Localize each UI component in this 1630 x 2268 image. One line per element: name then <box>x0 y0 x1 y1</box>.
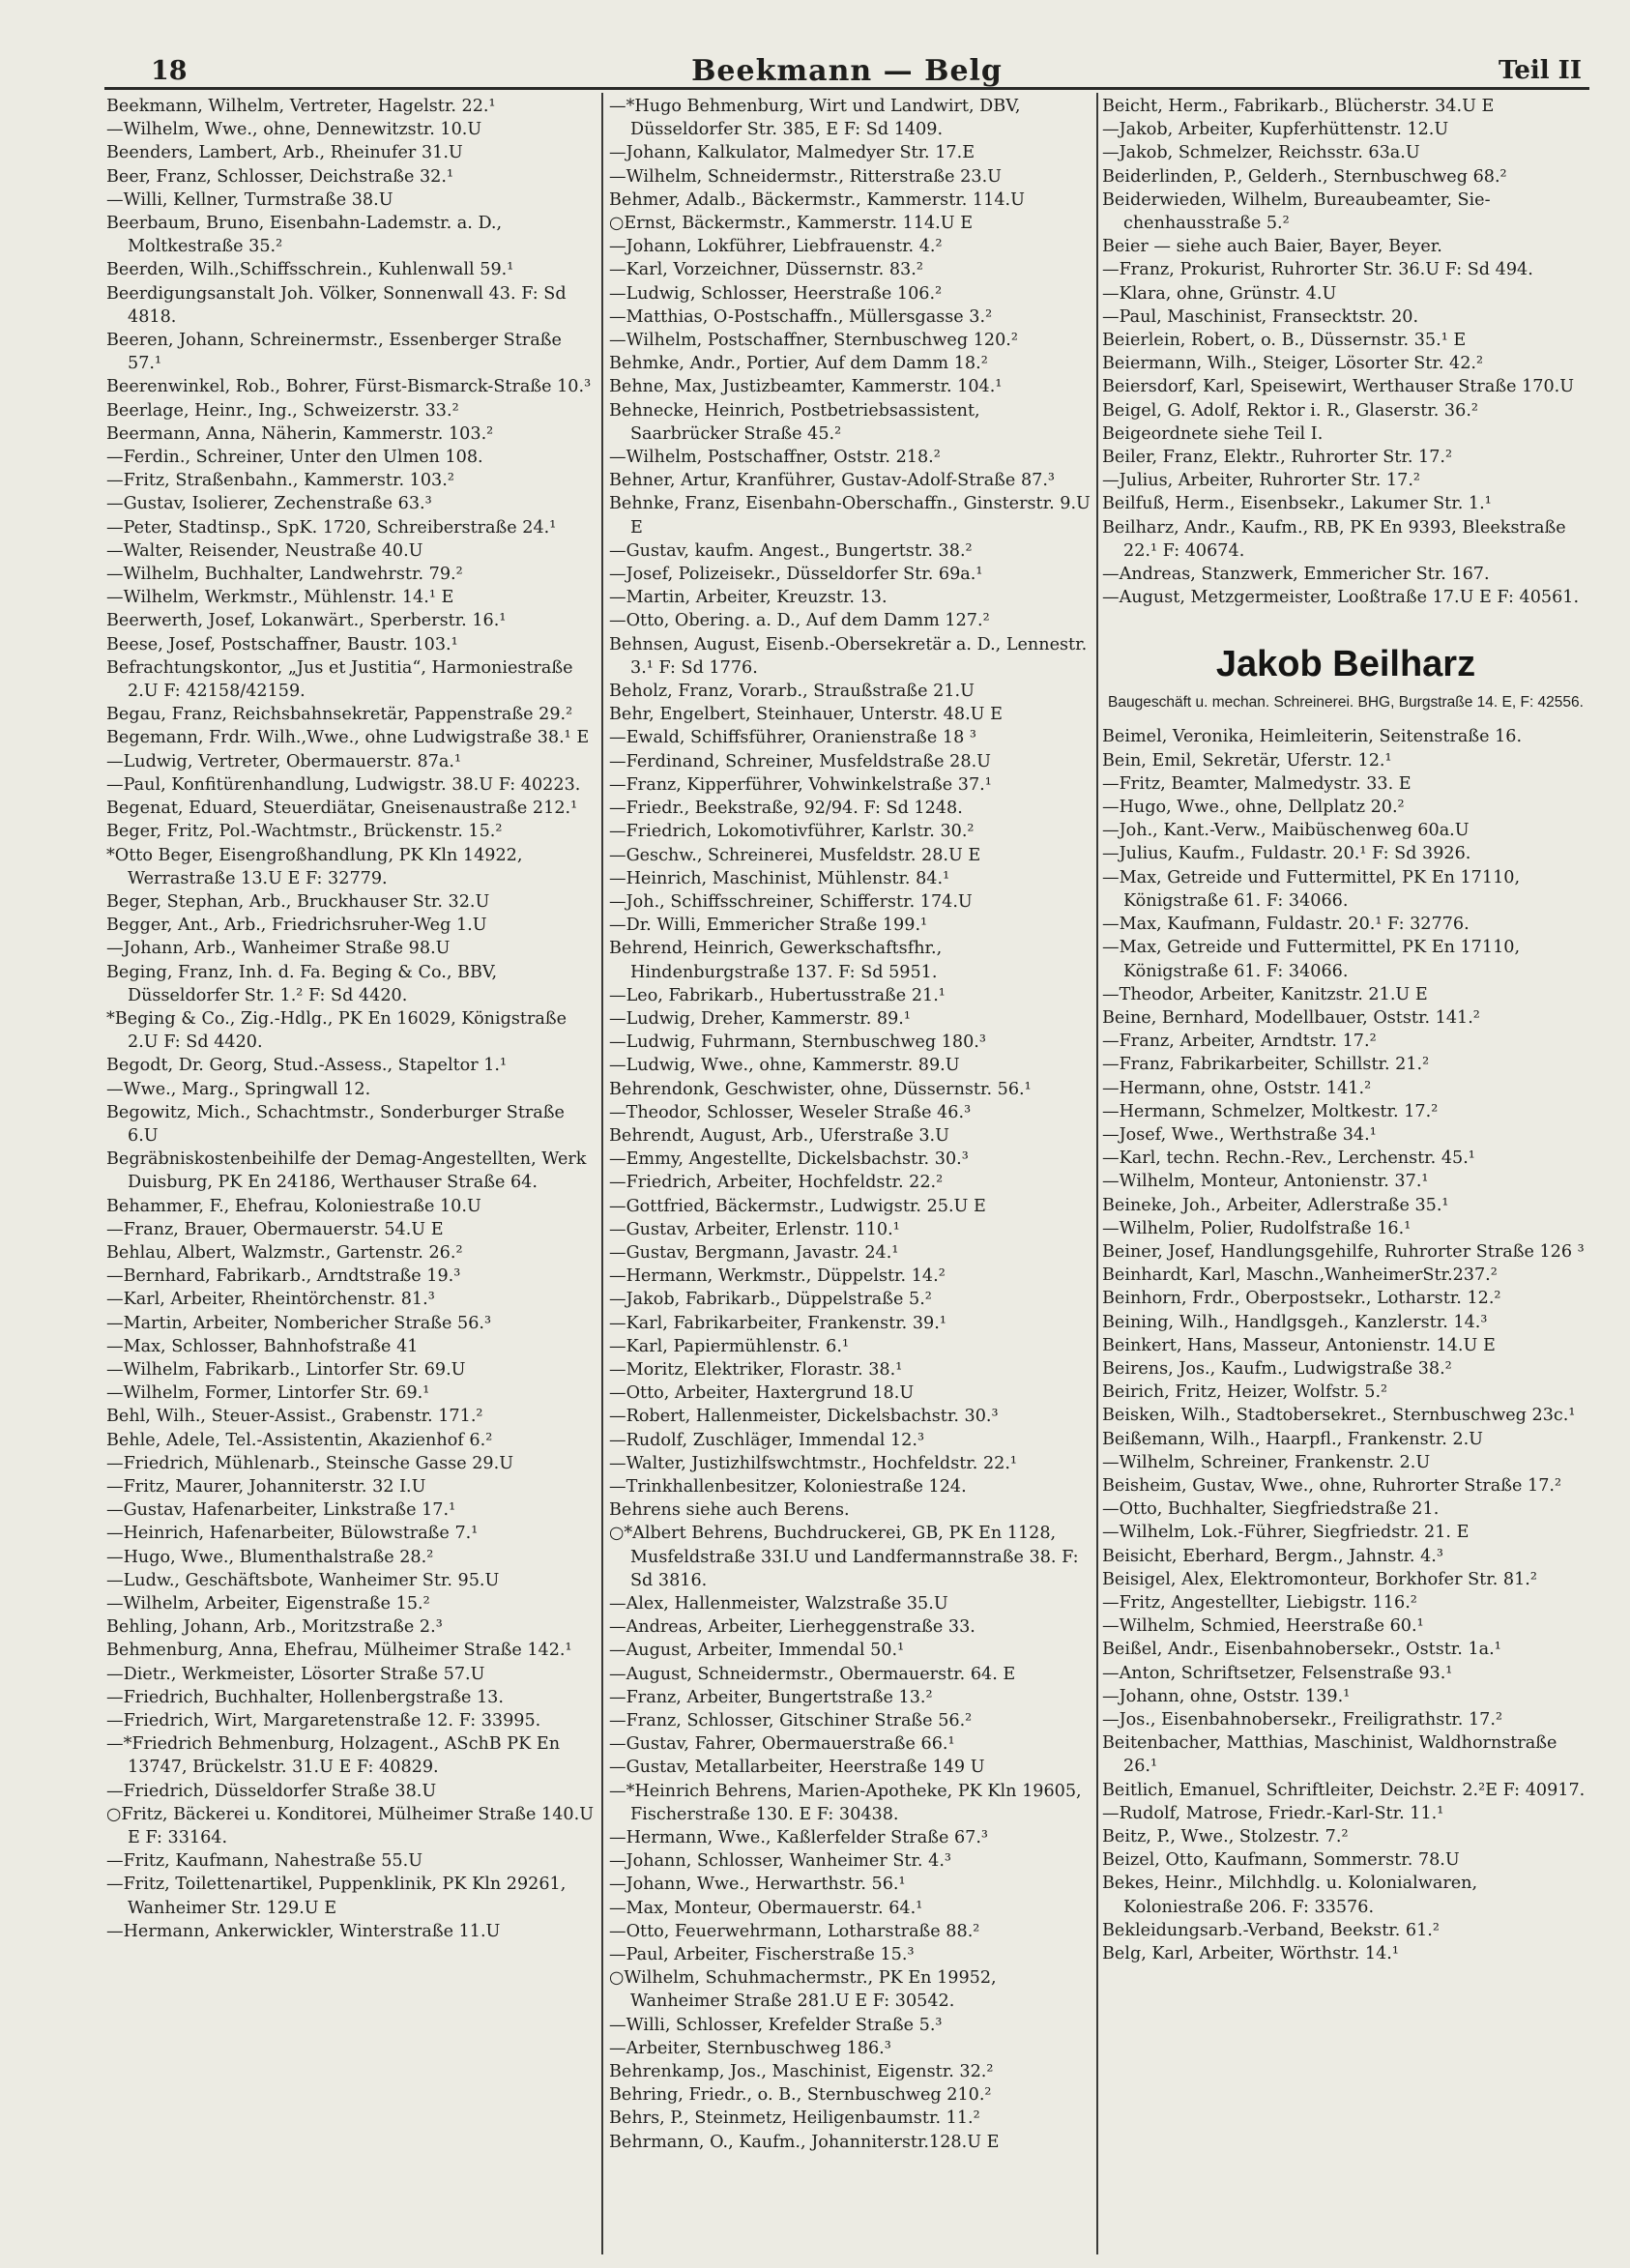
directory-entry: —Andreas, Arbeiter, Lierheggenstraße 33. <box>609 1617 975 1638</box>
directory-entry: —Matthias, O-Postschaffn., Müllersgasse 3.² <box>609 306 993 327</box>
directory-entry: —Karl, Fabrikarbeiter, Frankenstr. 39.¹ <box>609 1313 946 1333</box>
directory-entry: Beilharz, Andr., Kaufm., RB, PK En 9393, Bleekstraße 22.¹ F: 40674. <box>1102 517 1566 561</box>
directory-entry: —Karl, Vorzeichner, Düssernstr. 83.² <box>609 260 923 280</box>
directory-entry: —Martin, Arbeiter, Kreuzstr. 13. <box>609 588 888 608</box>
directory-entry: Beinkert, Hans, Masseur, Antonienstr. 14.U E <box>1102 1335 1496 1355</box>
directory-entry: —Fritz, Straßenbahn., Kammerstr. 103.² <box>106 471 454 491</box>
directory-entry: Beiler, Franz, Elektr., Ruhrorter Str. 17.² <box>1102 448 1453 468</box>
directory-entry: —Johann, Wwe., Herwarthstr. 56.¹ <box>609 1875 906 1895</box>
directory-entry: Beier — siehe auch Baier, Bayer, Beyer. <box>1102 237 1442 257</box>
directory-entry: —Johann, ohne, Oststr. 139.¹ <box>1102 1686 1351 1706</box>
directory-entry: —Bernhard, Fabrikarb., Arndtstraße 19.³ <box>106 1266 461 1287</box>
directory-entry: *Otto Beger, Eisengroßhandlung, PK Kln 14922, Werrastraße 13.U E F: 32779. <box>106 845 523 888</box>
directory-entry: —Gustav, Metallarbeiter, Heerstraße 149 U <box>609 1758 985 1778</box>
directory-entry: Beiderlinden, P., Gelderh., Sternbuschweg 68.² <box>1102 166 1507 187</box>
directory-entry: Beißel, Andr., Eisenbahnobersekr., Oststr. 1a.¹ <box>1102 1640 1501 1660</box>
directory-entry: —Otto, Buchhalter, Siegfriedstraße 21. <box>1102 1499 1440 1520</box>
directory-entry: Beining, Wilh., Handlgsgeh., Kanzlerstr. 14.³ <box>1102 1312 1488 1332</box>
directory-entry: Begräbniskostenbeihilfe der Demag-Angestellten, Werk Duisburg, PK En 24186, Werthauser Straße 64. <box>106 1149 587 1193</box>
directory-entry: Beirich, Fritz, Heizer, Wolfstr. 5.² <box>1102 1382 1388 1403</box>
directory-entry: —Heinrich, Maschinist, Mühlenstr. 84.¹ <box>609 868 950 888</box>
directory-entry: —Paul, Maschinist, Fransecktstr. 20. <box>1102 306 1419 327</box>
directory-entry: —Friedrich, Lokomotivführer, Karlstr. 30.² <box>609 822 975 842</box>
directory-column-2 <box>609 95 1091 2241</box>
directory-entry: —Wilhelm, Wwe., ohne, Dennewitzstr. 10.U <box>106 120 482 140</box>
directory-entry: Behnke, Franz, Eisenbahn-Oberschaffn., Ginsterstr. 9.U E <box>609 494 1091 538</box>
directory-entry: —Andreas, Stanzwerk, Emmericher Str. 167. <box>1102 565 1490 585</box>
directory-entry: Bein, Emil, Sekretär, Uferstr. 12.¹ <box>1102 750 1392 771</box>
directory-entry: —Karl, techn. Rechn.-Rev., Lerchenstr. 45.¹ <box>1102 1149 1475 1169</box>
directory-entry: —Willi, Kellner, Turmstraße 38.U <box>106 189 393 210</box>
directory-entry: —Heinrich, Hafenarbeiter, Bülowstraße 7.¹ <box>106 1524 479 1544</box>
directory-entry: —Hermann, ohne, Oststr. 141.² <box>1102 1078 1372 1098</box>
directory-entry: —Otto, Obering. a. D., Auf dem Damm 127.² <box>609 611 990 631</box>
directory-entry: —Franz, Kipperführer, Vohwinkelstraße 37.¹ <box>609 774 992 795</box>
directory-entry: Beerwerth, Josef, Lokanwärt., Sperberstr. 16.¹ <box>106 611 507 631</box>
directory-entry: —Fritz, Toilettenartikel, Puppenklinik, PK Kln 29261, Wanheimer Str. 129.U E <box>106 1875 567 1918</box>
directory-entry: Beitlich, Emanuel, Schriftleiter, Deichstr. 2.²E F: 40917. <box>1102 1780 1586 1800</box>
directory-entry: —Wilhelm, Schreiner, Frankenstr. 2.U <box>1102 1452 1431 1472</box>
directory-entry: —Fritz, Angestellter, Liebigstr. 116.² <box>1102 1592 1417 1613</box>
directory-entry: —Arbeiter, Sternbuschweg 186.³ <box>609 2038 891 2058</box>
directory-entry: Beigel, G. Adolf, Rektor i. R., Glaserstr. 36.² <box>1102 400 1478 421</box>
directory-entry: Beicht, Herm., Fabrikarb., Blücherstr. 34.U E <box>1102 97 1495 116</box>
directory-entry: —Franz, Schlosser, Gitschiner Straße 56.² <box>609 1711 973 1731</box>
directory-entry: —Wilhelm, Postschaffner, Sternbuschweg 120.² <box>609 331 1018 351</box>
directory-entry: Beierlein, Robert, o. B., Düssernstr. 35.¹ E <box>1102 331 1467 351</box>
directory-entry: Begemann, Frdr. Wilh.,Wwe., ohne Ludwigstraße 38.¹ E <box>106 728 590 748</box>
directory-entry: Beger, Fritz, Pol.-Wachtmstr., Brückenstr. 15.² <box>106 822 503 842</box>
directory-entry: —Anton, Schriftsetzer, Felsenstraße 93.¹ <box>1102 1663 1453 1683</box>
directory-entry: —Wilhelm, Postschaffner, Oststr. 218.² <box>609 448 941 468</box>
directory-entry: Beizel, Otto, Kaufmann, Sommerstr. 78.U <box>1102 1850 1460 1871</box>
directory-entry: —Max, Monteur, Obermauerstr. 64.¹ <box>609 1898 923 1918</box>
directory-entry: Behling, Johann, Arb., Moritzstraße 2.³ <box>106 1617 443 1638</box>
directory-entry: —Moritz, Elektriker, Florastr. 38.¹ <box>609 1359 903 1380</box>
directory-entry: —Emmy, Angestellte, Dickelsbachstr. 30.³ <box>609 1149 969 1170</box>
directory-entry: —Willi, Schlosser, Krefelder Straße 5.³ <box>609 2015 943 2035</box>
directory-entry: Behrenkamp, Jos., Maschinist, Eigenstr. 32.² <box>609 2062 994 2082</box>
directory-entry: Beermann, Anna, Näherin, Kammerstr. 103.² <box>106 423 494 444</box>
directory-entry: —Ewald, Schiffsführer, Oranienstraße 18 ³ <box>609 728 976 748</box>
directory-entry: —Wilhelm, Werkmstr., Mühlenstr. 14.¹ E <box>106 588 454 608</box>
directory-entry: Beirens, Jos., Kaufm., Ludwigstraße 38.² <box>1102 1358 1452 1379</box>
directory-entry: —Otto, Arbeiter, Haxtergrund 18.U <box>609 1383 915 1404</box>
directory-entry: Belg, Karl, Arbeiter, Wörthstr. 14.¹ <box>1102 1944 1399 1964</box>
directory-entry: —Geschw., Schreinerei, Musfeldstr. 28.U E <box>609 845 981 865</box>
directory-entry: —Ludw., Geschäftsbote, Wanheimer Str. 95.U <box>106 1570 500 1590</box>
directory-entry: Beitz, P., Wwe., Stolzestr. 7.² <box>1102 1827 1349 1847</box>
directory-entry: Bekes, Heinr., Milchhdlg. u. Kolonialwaren, Koloniestraße 206. F: 33576. <box>1102 1874 1478 1917</box>
directory-entry: —Johann, Kalkulator, Malmedyer Str. 17.E <box>609 143 975 163</box>
column-3-top-entries <box>1102 95 1589 609</box>
directory-entry: —Fritz, Maurer, Johanniterstr. 32 I.U <box>106 1476 426 1497</box>
directory-entry: —Rudolf, Matrose, Friedr.-Karl-Str. 11.¹ <box>1102 1803 1444 1823</box>
directory-entry: Beholz, Franz, Vorarb., Straußstraße 21.U <box>609 682 975 702</box>
directory-entry: —Ludwig, Vertreter, Obermauerstr. 87a.¹ <box>106 751 462 771</box>
directory-entry: ○Ernst, Bäckermstr., Kammerstr. 114.U E <box>609 214 974 234</box>
directory-entry: —Ferdin., Schreiner, Unter den Ulmen 108. <box>106 448 483 468</box>
directory-entry: —Fritz, Beamter, Malmedystr. 33. E <box>1102 773 1412 794</box>
directory-entry: —Hermann, Schmelzer, Moltkestr. 17.² <box>1102 1101 1439 1121</box>
directory-entry: Behr, Engelbert, Steinhauer, Unterstr. 48.U E <box>609 705 1003 725</box>
directory-entry: —Wilhelm, Fabrikarb., Lintorfer Str. 69.U <box>106 1359 466 1380</box>
directory-entry: Behrens siehe auch Berens. <box>609 1500 850 1521</box>
column-divider <box>601 93 603 2254</box>
directory-entry: ○*Albert Behrens, Buchdruckerei, GB, PK En 1128, Musfeldstraße 33I.U und Landfermannstraße 38. F: Sd 3816. <box>609 1524 1079 1590</box>
advertisement-box <box>1102 642 1589 713</box>
directory-entry: —Franz, Fabrikarbeiter, Schillstr. 21.² <box>1102 1055 1430 1075</box>
directory-entry: —Ludwig, Fuhrmann, Sternbuschweg 180.³ <box>609 1032 986 1053</box>
directory-entry: —Max, Getreide und Futtermittel, PK En 17110, Königstraße 61. F: 34066. <box>1102 938 1521 981</box>
directory-entry: —Julius, Kaufm., Fuldastr. 20.¹ F: Sd 3926. <box>1102 844 1471 864</box>
directory-entry: Beerbaum, Bruno, Eisenbahn-Lademstr. a. D., Moltkestraße 35.² <box>106 214 503 257</box>
directory-entry: Behrendt, August, Arb., Uferstraße 3.U <box>609 1125 949 1146</box>
directory-entry: —Ludwig, Wwe., ohne, Kammerstr. 89.U <box>609 1056 960 1076</box>
directory-entry: —Gottfried, Bäckermstr., Ludwigstr. 25.U E <box>609 1196 986 1216</box>
directory-entry: —Wwe., Marg., Springwall 12. <box>106 1079 371 1099</box>
page-range-title: Beekmann — Belg <box>691 54 1003 88</box>
directory-entry: Behrendonk, Geschwister, ohne, Düssernstr. 56.¹ <box>609 1079 1032 1099</box>
directory-entry: Behnsen, August, Eisenb.-Obersekretär a. D., Lennestr. 3.¹ F: Sd 1776. <box>609 634 1088 678</box>
directory-entry: Beisigel, Alex, Elektromonteur, Borkhofer Str. 81.² <box>1102 1569 1537 1589</box>
directory-entry: Beerden, Wilh.,Schiffsschrein., Kuhlenwall 59.¹ <box>106 260 514 280</box>
directory-entry: Beger, Stephan, Arb., Bruckhauser Str. 32.U <box>106 891 490 912</box>
directory-entry: —Jakob, Schmelzer, Reichsstr. 63a.U <box>1102 143 1420 163</box>
directory-entry: —Hugo, Wwe., ohne, Dellplatz 20.² <box>1102 798 1405 818</box>
directory-entry: —Ferdinand, Schreiner, Musfeldstraße 28.U <box>609 751 991 771</box>
directory-entry: —Johann, Schlosser, Wanheimer Str. 4.³ <box>609 1851 951 1872</box>
directory-entry: —Otto, Feuerwehrmann, Lotharstraße 88.² <box>609 1921 980 1941</box>
directory-entry: —Jakob, Arbeiter, Kupferhüttenstr. 12.U <box>1102 120 1449 140</box>
directory-entry: Beine, Bernhard, Modellbauer, Oststr. 141.² <box>1102 1007 1480 1028</box>
directory-entry: —Wilhelm, Schneidermstr., Ritterstraße 23.U <box>609 166 1002 187</box>
directory-entry: —Karl, Arbeiter, Rheintörchenstr. 81.³ <box>106 1290 435 1310</box>
directory-entry: —Peter, Stadtinsp., SpK. 1720, Schreiberstraße 24.¹ <box>106 517 557 538</box>
directory-entry: Beenders, Lambert, Arb., Rheinufer 31.U <box>106 143 463 163</box>
directory-entry: Behrmann, O., Kaufm., Johanniterstr.128.U E <box>609 2132 1000 2152</box>
directory-entry: —Hermann, Werkmstr., Düppelstr. 14.² <box>609 1266 946 1287</box>
directory-entry: Beisken, Wilh., Stadtobersekret., Sternbuschweg 23c.¹ <box>1102 1406 1576 1426</box>
directory-entry: Begau, Franz, Reichsbahnsekretär, Pappenstraße 29.² <box>106 705 573 725</box>
directory-entry: —Julius, Arbeiter, Ruhrorter Str. 17.² <box>1102 471 1420 491</box>
directory-entry: Begodt, Dr. Georg, Stud.-Assess., Stapeltor 1.¹ <box>106 1056 508 1076</box>
directory-entry: Behle, Adele, Tel.-Assistentin, Akazienhof 6.² <box>106 1430 493 1450</box>
directory-entry: ○Wilhelm, Schuhmachermstr., PK En 19952, Wanheimer Straße 281.U E F: 30542. <box>609 1968 997 2012</box>
directory-entry: —Franz, Brauer, Obermauerstr. 54.U E <box>106 1219 444 1239</box>
directory-entry: —Johann, Arb., Wanheimer Straße 98.U <box>106 939 451 959</box>
directory-entry: —Hermann, Wwe., Kaßlerfelder Straße 67.³ <box>609 1828 988 1848</box>
directory-entry: Behrs, P., Steinmetz, Heiligenbaumstr. 11.² <box>609 2108 980 2129</box>
advertisement-text: Baugeschäft u. mechan. Schreinerei. BHG, Burgstraße 14. E, F: 42556. <box>1108 694 1584 712</box>
directory-entry: —Martin, Arbeiter, Nombericher Straße 56.³ <box>106 1313 492 1333</box>
advertisement-title: Jakob Beilharz <box>1215 644 1476 685</box>
directory-entry: Behmke, Andr., Portier, Auf dem Damm 18.² <box>609 354 988 374</box>
directory-entry: Beigeordnete siehe Teil I. <box>1102 423 1324 444</box>
directory-entry: —Friedrich, Arbeiter, Hochfeldstr. 22.² <box>609 1173 944 1193</box>
directory-entry: —Alex, Hallenmeister, Walzstraße 35.U <box>609 1594 948 1614</box>
directory-column-1 <box>106 95 595 2241</box>
directory-entry: —Gustav, Hafenarbeiter, Linkstraße 17.¹ <box>106 1500 456 1521</box>
directory-entry: —*Heinrich Behrens, Marien-Apotheke, PK Kln 19605, Fischerstraße 130. E F: 30438. <box>609 1781 1082 1824</box>
directory-entry: Behne, Max, Justizbeamter, Kammerstr. 104.¹ <box>609 377 1003 397</box>
directory-entry: —August, Metzgermeister, Looßtraße 17.U E F: 40561. <box>1102 588 1580 608</box>
directory-entry: Beisheim, Gustav, Wwe., ohne, Ruhrorter Straße 17.² <box>1102 1475 1562 1496</box>
directory-entry: —Walter, Reisender, Neustraße 40.U <box>106 540 423 561</box>
directory-entry: —Gustav, Isolierer, Zechenstraße 63.³ <box>106 494 432 514</box>
directory-entry: —Paul, Konfitürenhandlung, Ludwigstr. 38.U F: 40223. <box>106 774 581 795</box>
directory-entry: Begenat, Eduard, Steuerdiätar, Gneisenaustraße 212.¹ <box>106 799 578 819</box>
directory-entry: —Gustav, Bergmann, Javastr. 24.¹ <box>609 1242 899 1263</box>
directory-entry: —Franz, Arbeiter, Arndtstr. 17.² <box>1102 1032 1377 1052</box>
directory-entry: —Wilhelm, Monteur, Antonienstr. 37.¹ <box>1102 1172 1429 1192</box>
page-header <box>104 43 1589 90</box>
directory-entry: Beer, Franz, Schlosser, Deichstraße 32.¹ <box>106 166 454 187</box>
directory-entry: Behlau, Albert, Walzmstr., Gartenstr. 26.² <box>106 1242 463 1263</box>
directory-entry: —Walter, Justizhilfswchtmstr., Hochfeldstr. 22.¹ <box>609 1453 1017 1473</box>
directory-entry: —Klara, ohne, Grünstr. 4.U <box>1102 283 1337 304</box>
directory-entry: —Jakob, Fabrikarb., Düppelstraße 5.² <box>609 1290 932 1310</box>
directory-entry: —Dietr., Werkmeister, Lösorter Straße 57.U <box>106 1664 485 1684</box>
directory-entry: Beerenwinkel, Rob., Bohrer, Fürst-Bismarck-Straße 10.³ <box>106 377 592 397</box>
directory-entry: —Joh., Schiffsschreiner, Schifferstr. 174.U <box>609 891 973 912</box>
directory-entry: —Joh., Kant.-Verw., Maibüschenweg 60a.U <box>1102 821 1470 841</box>
directory-entry: —Wilhelm, Buchhalter, Landwehrstr. 79.² <box>106 565 463 585</box>
directory-entry: —Wilhelm, Lok.-Führer, Siegfriedstr. 21. E <box>1102 1523 1470 1543</box>
directory-entry: Beimel, Veronika, Heimleiterin, Seitenstraße 16. <box>1102 727 1523 747</box>
directory-entry: Beinhorn, Frdr., Oberpostsekr., Lotharstr. 12.² <box>1102 1289 1501 1309</box>
directory-entry: Behmenburg, Anna, Ehefrau, Mülheimer Straße 142.¹ <box>106 1641 572 1661</box>
directory-entry: Beese, Josef, Postschaffner, Baustr. 103.¹ <box>106 634 458 654</box>
directory-entry: Beisicht, Eberhard, Bergm., Jahnstr. 4.³ <box>1102 1546 1443 1566</box>
directory-entry: —Wilhelm, Polier, Rudolfstraße 16.¹ <box>1102 1218 1412 1238</box>
directory-entry: —Gustav, Arbeiter, Erlenstr. 110.¹ <box>609 1219 900 1239</box>
directory-entry: —Hugo, Wwe., Blumenthalstraße 28.² <box>106 1547 434 1567</box>
directory-entry: —August, Arbeiter, Immendal 50.¹ <box>609 1641 905 1661</box>
directory-entry: —Max, Getreide und Futtermittel, PK En 17110, Königstraße 61. F: 34066. <box>1102 867 1521 911</box>
directory-entry: Beerdigungsanstalt Joh. Völker, Sonnenwall 43. F: Sd 4818. <box>106 283 567 327</box>
directory-entry: —Robert, Hallenmeister, Dickelsbachstr. 30.³ <box>609 1407 999 1427</box>
directory-entry: —Friedrich, Wirt, Margaretenstraße 12. F: 33995. <box>106 1711 541 1731</box>
column-3-bottom-entries <box>1102 725 1589 1965</box>
directory-entry: —Max, Kaufmann, Fuldastr. 20.¹ F: 32776. <box>1102 915 1470 935</box>
directory-entry: Beitenbacher, Matthias, Maschinist, Waldhornstraße 26.¹ <box>1102 1733 1557 1777</box>
directory-entry: Beiermann, Wilh., Steiger, Lösorter Str. 42.² <box>1102 354 1484 374</box>
directory-entry: —Franz, Prokurist, Ruhrorter Str. 36.U F: Sd 494. <box>1102 260 1533 280</box>
directory-entry: Bekleidungsarb.-Verband, Beekstr. 61.² <box>1102 1920 1440 1940</box>
directory-entry: —Friedrich, Mühlenarb., Steinsche Gasse 29.U <box>106 1453 514 1473</box>
directory-entry: —Wilhelm, Former, Lintorfer Str. 69.¹ <box>106 1383 430 1404</box>
directory-entry: —*Hugo Behmenburg, Wirt und Landwirt, DBV, Düsseldorfer Str. 385, E F: Sd 1409. <box>609 97 1021 140</box>
directory-entry: Behner, Artur, Kranführer, Gustav-Adolf-Straße 87.³ <box>609 471 1055 491</box>
directory-entry: Beekmann, Wilhelm, Vertreter, Hagelstr. 22.¹ <box>106 97 496 116</box>
directory-entry: Beging, Franz, Inh. d. Fa. Beging & Co., BBV, Düsseldorfer Str. 1.² F: Sd 4420. <box>106 962 498 1005</box>
directory-entry: Beineke, Joh., Arbeiter, Adlerstraße 35.¹ <box>1102 1195 1449 1215</box>
directory-entry: Beißemann, Wilh., Haarpfl., Frankenstr. 2.U <box>1102 1429 1484 1449</box>
directory-entry: —Josef, Wwe., Werthstraße 34.¹ <box>1102 1124 1377 1145</box>
directory-entry: Beiner, Josef, Handlungsgehilfe, Ruhrorter Straße 126 ³ <box>1102 1241 1585 1262</box>
directory-entry: —Theodor, Schlosser, Weseler Straße 46.³ <box>609 1102 972 1122</box>
directory-entry: Behrend, Heinrich, Gewerkschaftsfhr., Hindenburgstraße 137. F: Sd 5951. <box>609 939 943 982</box>
directory-entry: —Hermann, Ankerwickler, Winterstraße 11.U <box>106 1921 501 1941</box>
directory-entry: —Friedrich, Düsseldorfer Straße 38.U <box>106 1781 437 1801</box>
directory-entry: Beinhardt, Karl, Maschn.,WanheimerStr.237.² <box>1102 1265 1498 1286</box>
directory-entry: Beiersdorf, Karl, Speisewirt, Werthauser Straße 170.U <box>1102 377 1575 397</box>
directory-entry: —Max, Schlosser, Bahnhofstraße 41 <box>106 1336 419 1356</box>
directory-entry: —Johann, Lokführer, Liebfrauenstr. 4.² <box>609 237 943 257</box>
directory-entry: —Rudolf, Zuschläger, Immendal 12.³ <box>609 1430 925 1450</box>
directory-entry: Behring, Friedr., o. B., Sternbuschweg 210.² <box>609 2085 992 2106</box>
part-label: Teil II <box>1498 56 1582 85</box>
directory-entry: Behl, Wilh., Steuer-Assist., Grabenstr. 171.² <box>106 1407 483 1427</box>
directory-entry: Beerlage, Heinr., Ing., Schweizerstr. 33.² <box>106 400 459 421</box>
directory-entry: —Josef, Polizeisekr., Düsseldorfer Str. 69a.¹ <box>609 565 983 585</box>
directory-entry: Begger, Ant., Arb., Friedrichsruher-Weg 1.U <box>106 916 487 936</box>
directory-entry: Befrachtungskontor, „Jus et Justitia“, Harmoniestraße 2.U F: 42158/42159. <box>106 657 573 702</box>
directory-entry: —Gustav, Fahrer, Obermauerstraße 66.¹ <box>609 1734 955 1755</box>
directory-entry: *Beging & Co., Zig.-Hdlg., PK En 16029, Königstraße 2.U F: Sd 4420. <box>106 1008 568 1053</box>
directory-entry: —Wilhelm, Arbeiter, Eigenstraße 15.² <box>106 1594 430 1614</box>
directory-entry: —Karl, Papiermühlenstr. 6.¹ <box>609 1336 850 1356</box>
directory-entry: ○Fritz, Bäckerei u. Konditorei, Mülheimer Straße 140.U E F: 33164. <box>106 1804 595 1848</box>
directory-entry: —Theodor, Arbeiter, Kanitzstr. 21.U E <box>1102 984 1428 1004</box>
directory-entry: —Trinkhallenbesitzer, Koloniestraße 124. <box>609 1476 967 1497</box>
directory-entry: Behmer, Adalb., Bäckermstr., Kammerstr. 114.U <box>609 189 1025 210</box>
directory-entry: —Franz, Arbeiter, Bungertstraße 13.² <box>609 1687 933 1707</box>
directory-entry: Behammer, F., Ehefrau, Koloniestraße 10.U <box>106 1196 481 1216</box>
directory-entry: —Wilhelm, Schmied, Heerstraße 60.¹ <box>1102 1616 1424 1637</box>
directory-entry: —Friedrich, Buchhalter, Hollenbergstraße 13. <box>106 1687 504 1707</box>
column-divider <box>1096 93 1098 2254</box>
directory-entry: Begowitz, Mich., Schachtmstr., Sonderburger Straße 6.U <box>106 1102 565 1146</box>
directory-entry: Behnecke, Heinrich, Postbetriebsassistent, Saarbrücker Straße 45.² <box>609 400 980 444</box>
directory-entry: —Fritz, Kaufmann, Nahestraße 55.U <box>106 1851 423 1872</box>
directory-column-3 <box>1102 95 1589 2241</box>
page-number: 18 <box>151 56 188 86</box>
directory-entry: —Leo, Fabrikarb., Hubertusstraße 21.¹ <box>609 985 946 1005</box>
directory-entry: —Jos., Eisenbahnobersekr., Freiligrathstr. 17.² <box>1102 1710 1503 1730</box>
directory-entry: —Dr. Willi, Emmericher Straße 199.¹ <box>609 916 928 936</box>
directory-entry: Beeren, Johann, Schreinermstr., Essenberger Straße 57.¹ <box>106 331 562 374</box>
directory-entry: —Paul, Arbeiter, Fischerstraße 15.³ <box>609 1945 915 1965</box>
directory-entry: —*Friedrich Behmenburg, Holzagent., ASchB PK En 13747, Brückelstr. 31.U E F: 40829. <box>106 1734 561 1778</box>
directory-entry: —Gustav, kaufm. Angest., Bungertstr. 38.² <box>609 540 973 561</box>
directory-entry: Beiderwieden, Wilhelm, Bureaubeamter, Sie-chenhausstraße 5.² <box>1102 189 1491 234</box>
directory-entry: —Friedr., Beekstraße, 92/94. F: Sd 1248. <box>609 799 963 819</box>
directory-entry: —Ludwig, Dreher, Kammerstr. 89.¹ <box>609 1008 911 1029</box>
directory-entry: —Ludwig, Schlosser, Heerstraße 106.² <box>609 283 943 304</box>
directory-entry: —August, Schneidermstr., Obermauerstr. 64. E <box>609 1664 1016 1684</box>
directory-entry: Beilfuß, Herm., Eisenbsekr., Lakumer Str. 1.¹ <box>1102 494 1492 514</box>
